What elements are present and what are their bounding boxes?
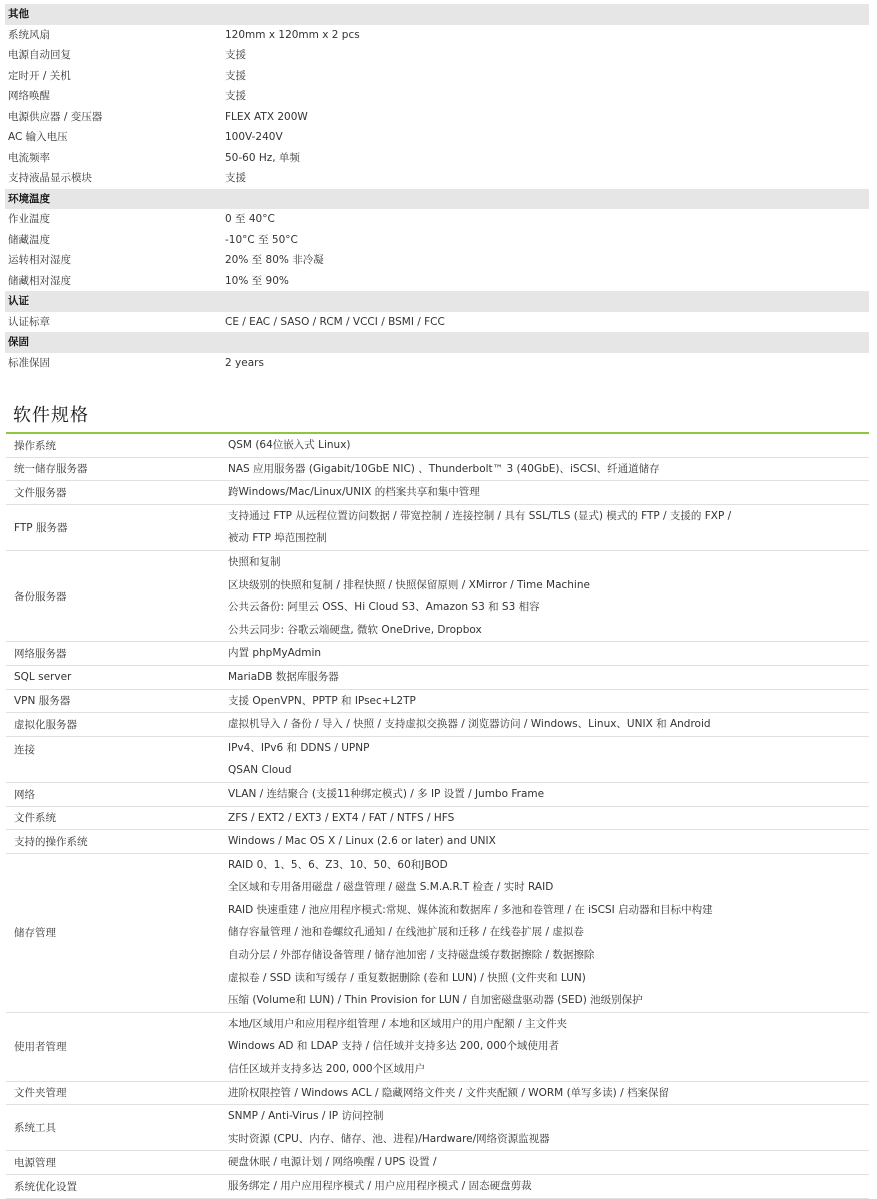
software-value-line: ZFS / EXT2 / EXT3 / EXT4 / FAT / NTFS / HFS (228, 811, 455, 824)
spec-value: 50-60 Hz, 单频 (225, 151, 300, 164)
software-value-line: Windows / Mac OS X / Linux (2.6 or later) and UNIX (228, 835, 496, 848)
software-label: 支持的操作系统 (14, 835, 88, 848)
software-value-line: 信任区域并支持多达 200, 000个区域用户 (228, 1063, 426, 1076)
software-value-line: 被动 FTP 埠范围控制 (228, 532, 327, 545)
section-title: 保固 (8, 336, 29, 348)
section-title: 认证 (8, 295, 29, 307)
spec-value: 支援 (225, 69, 246, 82)
spec-label: 运转相对湿度 (8, 254, 71, 266)
software-spec-table (6, 434, 869, 1199)
software-row (6, 1082, 869, 1106)
software-value-line: RAID 快速重建 / 池应用程序模式:常规、媒体流和数据库 / 多池和卷管理 / 在 iSCSI 启动器和目标中构建 (228, 903, 713, 916)
software-value-line: 服务绑定 / 用户应用程序模式 / 用户应用程序模式 / 固态硬盘剪裁 (228, 1180, 532, 1192)
software-label: 文件服务器 (14, 486, 67, 499)
software-row (6, 854, 869, 1013)
section-header (5, 332, 869, 353)
software-value-line: 公共云同步: 谷歌云端硬盘, 微软 OneDrive, Dropbox (228, 623, 482, 636)
software-row (6, 713, 869, 737)
section-header (5, 291, 869, 312)
software-label: SQL server (14, 671, 72, 684)
spec-value: 支援 (225, 49, 246, 61)
software-row (6, 481, 869, 505)
spec-value (221, 332, 869, 353)
software-label: VPN 服务器 (14, 695, 71, 708)
software-row (6, 642, 869, 666)
spec-value: 0 至 40°C (225, 213, 275, 225)
software-row (6, 1105, 869, 1151)
section-title: 其他 (8, 8, 29, 20)
spec-row (5, 107, 869, 128)
software-value-line: 进阶权限控管 / Windows ACL / 隐藏网络文件夹 / 文件夹配额 / WORM (单写多读) / 档案保留 (228, 1086, 669, 1099)
software-label: 系统工具 (14, 1122, 56, 1135)
spec-label: 支持液晶显示模块 (8, 172, 92, 184)
software-value-line: 储存容量管理 / 池和卷螺纹孔通知 / 在线池扩展和迁移 / 在线卷扩展 / 虚拟卷 (228, 926, 584, 939)
spec-row (5, 148, 869, 169)
software-value-line: 内置 phpMyAdmin (228, 647, 322, 660)
software-row (6, 737, 869, 783)
software-label: 文件夹管理 (14, 1087, 67, 1100)
section-title: 环境温度 (8, 192, 50, 205)
software-label: 系统优化设置 (14, 1180, 77, 1193)
software-label: 备份服务器 (14, 590, 67, 603)
section-header (5, 189, 869, 210)
software-row (6, 505, 869, 551)
spec-value: -10°C 至 50°C (225, 233, 298, 246)
spec-label: 系统风扇 (8, 28, 50, 41)
software-label: 统一储存服务器 (14, 463, 88, 476)
software-row (6, 551, 869, 642)
software-row (6, 783, 869, 807)
software-label: 网络服务器 (14, 648, 67, 661)
software-label: 连接 (14, 743, 35, 756)
spec-value: 100V-240V (225, 131, 283, 143)
software-row (6, 458, 869, 482)
software-value-line: 自动分层 / 外部存储设备管理 / 储存池加密 / 支持磁盘缓存数据擦除 / 数据擦除 (228, 949, 595, 962)
spec-label: 认证标章 (8, 315, 50, 328)
spec-label: 作业温度 (8, 213, 50, 225)
section-header (5, 4, 869, 25)
software-spec-title: 软件规格 (13, 405, 89, 426)
software-row (6, 666, 869, 690)
software-value-line: QSM (64位嵌入式 Linux) (228, 439, 351, 451)
software-label: 文件系统 (14, 812, 56, 825)
spec-row (5, 209, 869, 230)
software-value-line: 跨Windows/Mac/Linux/UNIX 的档案共享和集中管理 (228, 486, 480, 499)
software-value-line: 支援 OpenVPN、PPTP 和 IPsec+L2TP (228, 694, 416, 707)
spec-value: FLEX ATX 200W (225, 110, 308, 123)
software-row (6, 434, 869, 458)
software-label: 操作系统 (14, 439, 56, 452)
spec-label: 储藏温度 (8, 233, 50, 246)
software-value-line: 本地/区域用户和应用程序组管理 / 本地和区域用户的用户配额 / 主文件夹 (228, 1017, 567, 1030)
spec-label: 电源供应器 / 变压器 (8, 110, 103, 123)
spec-value (221, 189, 869, 210)
spec-row (5, 168, 869, 189)
spec-value: CE / EAC / SASO / RCM / VCCI / BSMI / FCC (225, 315, 445, 328)
software-value-line: IPv4、IPv6 和 DDNS / UPNP (228, 741, 370, 754)
software-value-line: 虚拟卷 / SSD 读和写缓存 / 重复数据删除 (卷和 LUN) / 快照 (文件夹和 LUN) (228, 971, 586, 984)
software-value-line: RAID 0、1、5、6、Z3、10、50、60和JBOD (228, 858, 448, 871)
software-row (6, 690, 869, 714)
software-value-line: 支持通过 FTP 从远程位置访问数据 / 带宽控制 / 连接控制 / 具有 SSL/TLS (显式) 模式的 FTP / 支援的 FXP / (228, 509, 732, 522)
software-value-line: MariaDB 数据库服务器 (228, 670, 339, 683)
spec-value: 120mm x 120mm x 2 pcs (225, 28, 360, 41)
software-label: FTP 服务器 (14, 521, 68, 534)
software-label: 储存管理 (14, 927, 56, 940)
software-row (6, 830, 869, 854)
spec-row (5, 230, 869, 251)
spec-label: 网络唤醒 (8, 90, 50, 102)
software-label: 网络 (14, 788, 35, 801)
spec-label: 标准保固 (8, 356, 50, 369)
spec-row (5, 66, 869, 87)
software-value-line: 压缩 (Volume和 LUN) / Thin Provision for LUN / 自加密磁盘驱动器 (SED) 池级别保护 (228, 994, 643, 1007)
software-value-line: VLAN / 连结聚合 (支援11种绑定模式) / 多 IP 设置 / Jumbo Frame (228, 787, 545, 800)
spec-value (221, 291, 869, 312)
software-label: 虚拟化服务器 (14, 718, 77, 731)
spec-label: 电流频率 (8, 151, 50, 164)
software-row (6, 1013, 869, 1082)
software-value-line: 快照和复制 (228, 555, 281, 568)
software-value-line: 公共云备份: 阿里云 OSS、Hi Cloud S3、Amazon S3 和 S3 相容 (228, 601, 540, 614)
software-value-line: NAS 应用服务器 (Gigabit/10GbE NIC) 、Thunderbolt™ 3 (40GbE)、iSCSI、纤通道储存 (228, 462, 660, 475)
software-label: 使用者管理 (14, 1041, 67, 1054)
spec-label: 定时开 / 关机 (8, 69, 71, 82)
spec-value: 2 years (225, 356, 264, 369)
spec-row (5, 312, 869, 333)
spec-row (5, 86, 869, 107)
spec-value: 支援 (225, 90, 246, 102)
spec-row (5, 127, 869, 148)
spec-row (5, 45, 869, 66)
software-value-line: 虚拟机导入 / 备份 / 导入 / 快照 / 支持虚拟交换器 / 浏览器访问 / Windows、Linux、UNIX 和 Android (228, 718, 711, 731)
software-value-line: 硬盘休眠 / 电源计划 / 网络唤醒 / UPS 设置 / (228, 1156, 437, 1169)
spec-row (5, 250, 869, 271)
software-value-line: 实时资源 (CPU、内存、储存、池、进程)/Hardware/网络资源监视器 (228, 1132, 550, 1145)
software-value-line: 区块级别的快照和复制 / 排程快照 / 快照保留原则 / XMirror / Time Machine (228, 578, 590, 591)
spec-label: 电源自动回复 (8, 49, 71, 61)
software-value-line: SNMP / Anti-Virus / IP 访问控制 (228, 1110, 384, 1123)
spec-value: 支援 (225, 172, 246, 184)
spec-row (5, 25, 869, 46)
spec-value (221, 4, 869, 25)
software-label: 电源管理 (14, 1157, 56, 1170)
spec-row (5, 271, 869, 292)
spec-row (5, 353, 869, 374)
hardware-spec-table (5, 4, 869, 373)
software-row (6, 1175, 869, 1199)
software-row (6, 1151, 869, 1175)
software-value-line: Windows AD 和 LDAP 支持 / 信任域并支持多达 200, 000个域使用者 (228, 1040, 560, 1053)
software-value-line: QSAN Cloud (228, 764, 292, 777)
software-row (6, 807, 869, 831)
spec-value: 10% 至 90% (225, 274, 289, 287)
spec-label: AC 输入电压 (8, 131, 68, 143)
spec-value: 20% 至 80% 非冷凝 (225, 254, 324, 266)
spec-label: 储藏相对湿度 (8, 274, 71, 287)
software-value-line: 全区域和专用备用磁盘 / 磁盘管理 / 磁盘 S.M.A.R.T 检查 / 实时 RAID (228, 881, 554, 894)
